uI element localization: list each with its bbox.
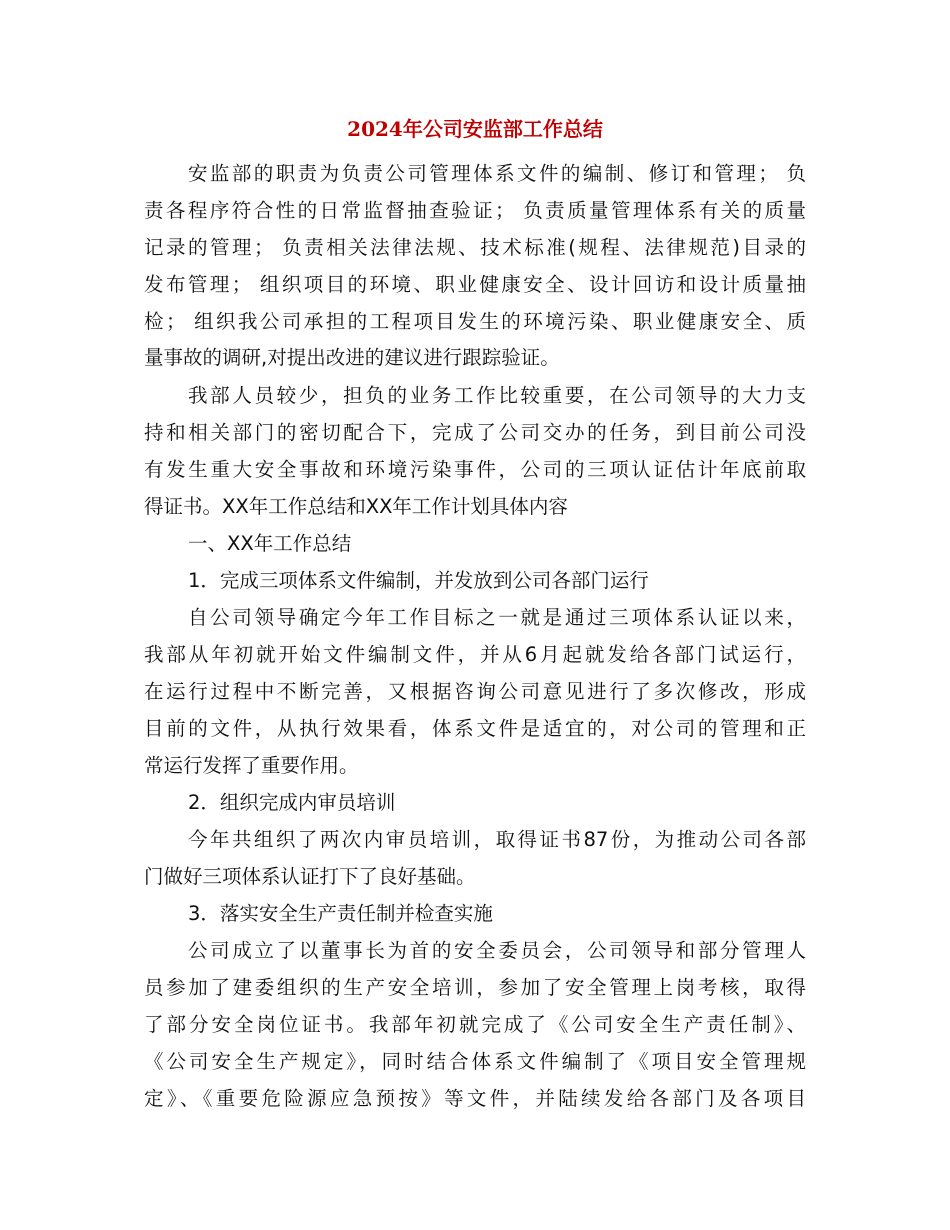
- paragraph-line: 持和相关部门的密切配合下，完成了公司交办的任务，到目前公司没: [144, 421, 806, 444]
- paragraph-line: 量事故的调研,对提出改进的建议进行跟踪验证。: [144, 346, 560, 369]
- paragraph-line: 发布管理； 组织项目的环境、职业健康安全、设计回访和设计质量抽: [144, 273, 806, 296]
- paragraph-line: 员参加了建委组织的生产安全培训，参加了安全管理上岗考核，取得: [144, 976, 806, 999]
- paragraph-line: 有发生重大安全事故和环境污染事件，公司的三项认证估计年底前取: [144, 458, 806, 481]
- paragraph-line: 定》、《重要危险源应急预按》等文件，并陆续发给各部门及各项目: [144, 1087, 806, 1110]
- paragraph-line: 《公司安全生产规定》，同时结合体系文件编制了《项目安全管理规: [144, 1050, 806, 1073]
- subsection-heading: 1．完成三项体系文件编制，并发放到公司各部门运行: [188, 569, 649, 592]
- section-heading: 一、XX年工作总结: [188, 532, 352, 555]
- paragraph-line: 今年共组织了两次内审员培训，取得证书87份，为推动公司各部: [188, 828, 806, 851]
- paragraph-line: 得证书。XX年工作总结和XX年工作计划具体内容: [144, 495, 568, 518]
- subsection-heading: 2．组织完成内审员培训: [188, 791, 396, 814]
- document-title: 2024年公司安监部工作总结: [347, 117, 603, 141]
- paragraph-line: 公司成立了以董事长为首的安全委员会，公司领导和部分管理人: [188, 939, 806, 962]
- paragraph-line: 目前的文件，从执行效果看，体系文件是适宜的，对公司的管理和正: [144, 717, 806, 740]
- paragraph-line: 责各程序符合性的日常监督抽查验证； 负责质量管理体系有关的质量: [144, 199, 806, 222]
- paragraph-line: 门做好三项体系认证打下了良好基础。: [144, 865, 476, 888]
- paragraph-line: 我部人员较少，担负的业务工作比较重要，在公司领导的大力支: [188, 384, 806, 407]
- paragraph-line: 常运行发挥了重要作用。: [144, 754, 359, 777]
- paragraph-line: 我部从年初就开始文件编制文件，并从6月起就发给各部门试运行，: [144, 643, 806, 666]
- paragraph-line: 安监部的职责为负责公司管理体系文件的编制、修订和管理； 负: [188, 162, 806, 185]
- paragraph-line: 在运行过程中不断完善，又根据咨询公司意见进行了多次修改，形成: [144, 680, 806, 703]
- paragraph-line: 自公司领导确定今年工作目标之一就是通过三项体系认证以来，: [188, 606, 806, 629]
- paragraph-line: 检； 组织我公司承担的工程项目发生的环境污染、职业健康安全、质: [144, 310, 806, 333]
- subsection-heading: 3．落实安全生产责任制并检查实施: [188, 902, 493, 925]
- paragraph-line: 记录的管理； 负责相关法律法规、技术标准(规程、法律规范)目录的: [144, 236, 806, 259]
- paragraph-line: 了部分安全岗位证书。我部年初就完成了《公司安全生产责任制》、: [144, 1013, 806, 1036]
